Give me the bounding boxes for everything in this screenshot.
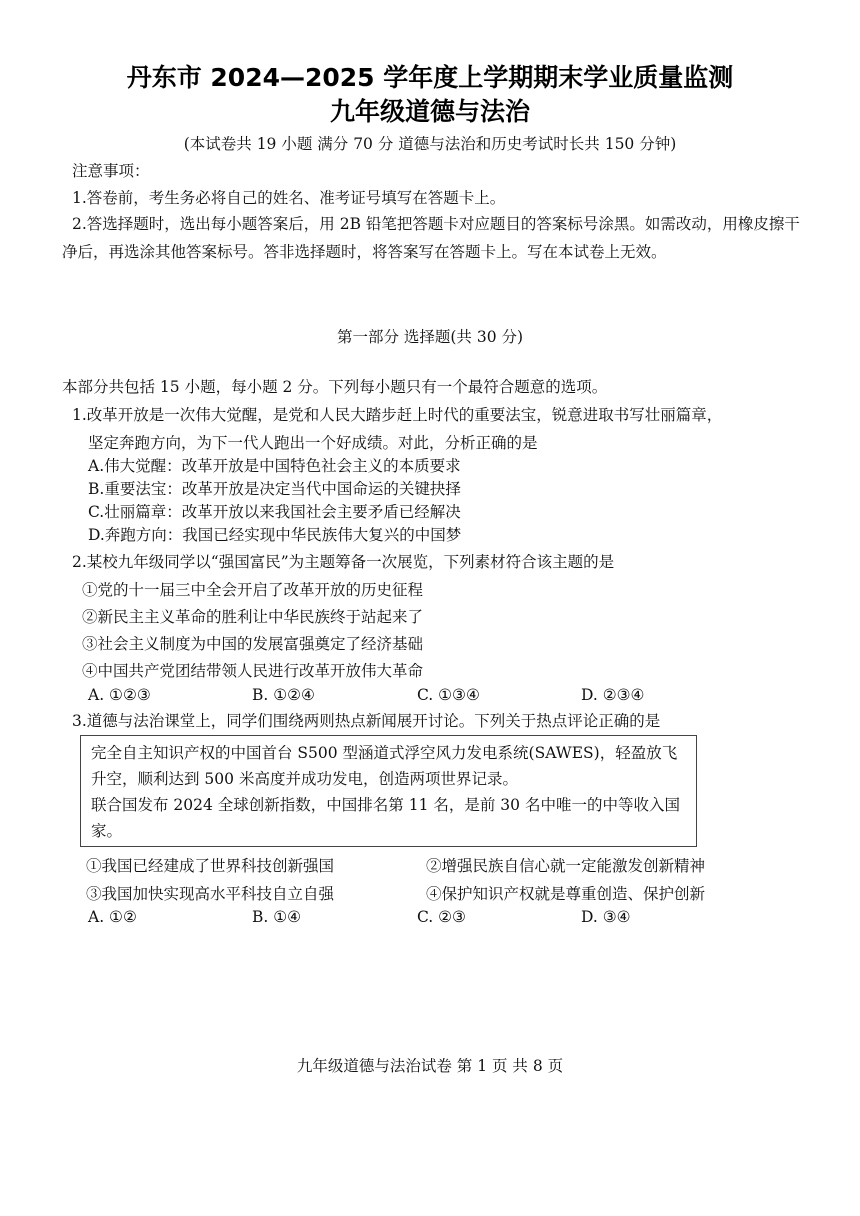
q1-option-b: B.重要法宝：改革开放是决定当代中国命运的关键抉择 xyxy=(88,480,461,498)
part1-heading: 第一部分 选择题(共 30 分) xyxy=(336,328,524,346)
q3-option-a: A. ①② xyxy=(88,908,137,926)
q3-item-2: ②增强民族自信心就一定能激发创新精神 xyxy=(426,857,706,875)
notice-item-1: 1.答卷前，考生务必将自己的姓名、准考证号填写在答题卡上。 xyxy=(72,189,506,207)
q2-item-4: ④中国共产党团结带领人民进行改革开放伟大革命 xyxy=(82,662,424,680)
q2-option-d: D. ②③④ xyxy=(581,686,645,704)
q3-stem: 3.道德与法治课堂上，同学们围绕两则热点新闻展开讨论。下列关于热点评论正确的是 xyxy=(72,712,661,730)
q1-option-c: C.壮丽篇章：改革开放以来我国社会主要矛盾已经解决 xyxy=(88,503,461,521)
notice-heading: 注意事项： xyxy=(72,162,150,180)
q3-item-4: ④保护知识产权就是尊重创造、保护创新 xyxy=(426,885,706,903)
subject-title: 九年级道德与法治 xyxy=(329,97,530,126)
q2-option-b: B. ①②④ xyxy=(252,686,315,704)
exam-subtitle: (本试卷共 19 小题 满分 70 分 道德与法治和历史考试时长共 150 分钟) xyxy=(183,135,677,153)
page-footer: 九年级道德与法治试卷 第 1 页 共 8 页 xyxy=(296,1057,564,1075)
notice-item-2: 2.答选择题时，选出每小题答案后，用 2B 铅笔把答题卡对应题目的答案标号涂黑。如需改动，用橡皮擦干净后，再选涂其他答案标号。答非选择题时，将答案写在答题卡上。写在本试卷上无效。 xyxy=(62,215,800,261)
q3-news-2: 联合国发布 2024 全球创新指数，中国排名第 11 名，是前 30 名中唯一的中等收入国家。 xyxy=(91,796,680,840)
q1-stem-line1: 1.改革开放是一次伟大觉醒，是党和人民大踏步赶上时代的重要法宝，锐意进取书写壮丽篇章， xyxy=(72,406,723,424)
q2-option-c: C. ①③④ xyxy=(417,686,480,704)
q1-option-d: D.奔跑方向：我国已经实现中华民族伟大复兴的中国梦 xyxy=(88,526,462,544)
q3-news-box xyxy=(80,735,697,847)
q2-item-1: ①党的十一届三中全会开启了改革开放的历史征程 xyxy=(82,581,424,599)
q2-item-2: ②新民主主义革命的胜利让中华民族终于站起来了 xyxy=(82,608,424,626)
q3-option-b: B. ①④ xyxy=(252,908,302,926)
q1-stem-line2: 坚定奔跑方向，为下一代人跑出一个好成绩。对此，分析正确的是 xyxy=(88,434,538,452)
q3-option-c: C. ②③ xyxy=(417,908,466,926)
q2-stem: 2.某校九年级同学以“强国富民”为主题筹备一次展览，下列素材符合该主题的是 xyxy=(72,553,615,571)
q3-news-1: 完全自主知识产权的中国首台 S500 型涵道式浮空风力发电系统(SAWES)，轻盈放飞升空，顺利达到 500 米高度并成功发电，创造两项世界记录。 xyxy=(91,744,678,788)
part1-intro: 本部分共包括 15 小题，每小题 2 分。下列每小题只有一个最符合题意的选项。 xyxy=(62,378,608,396)
q3-item-1: ①我国已经建成了世界科技创新强国 xyxy=(86,857,335,875)
q3-item-3: ③我国加快实现高水平科技自立自强 xyxy=(86,885,335,903)
q2-option-a: A. ①②③ xyxy=(88,686,151,704)
q3-option-d: D. ③④ xyxy=(581,908,631,926)
q2-item-3: ③社会主义制度为中国的发展富强奠定了经济基础 xyxy=(82,635,424,653)
q1-option-a: A.伟大觉醒：改革开放是中国特色社会主义的本质要求 xyxy=(88,457,461,475)
exam-title: 丹东市 2024—2025 学年度上学期期末学业质量监测 xyxy=(126,63,734,92)
